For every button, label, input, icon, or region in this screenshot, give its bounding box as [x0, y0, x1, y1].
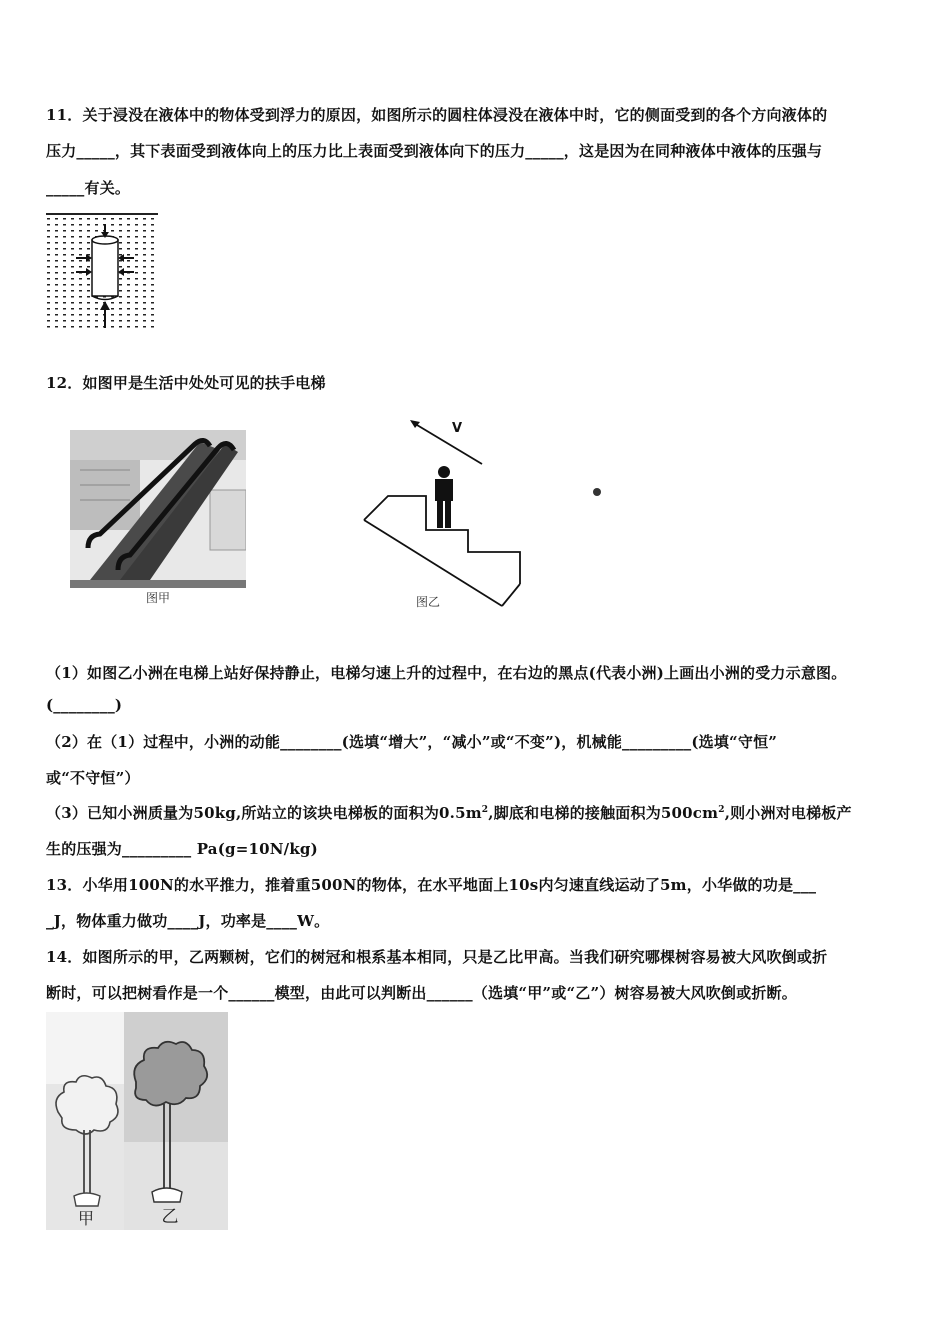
q12-p3-text-b: ,脚底和电梯的接触面积为500cm [488, 804, 719, 822]
q11-line2: 压力_____，其下表面受到液体向上的压力比上表面受到液体向下的压力_____，这是因为在同种液体中液体的压强与 [46, 142, 823, 160]
q12-p1-line2: (________) [46, 696, 123, 714]
q14-line2: 断时，可以把树看作是一个______模型，由此可以判断出______（选填“甲”或“乙”）树容易被大风吹倒或折断。 [46, 984, 797, 1002]
q12-p2-line1: （2）在（1）过程中，小洲的动能________(选填“增大”，“减小”或“不变”)，机械能_________(选填“守恒” [46, 733, 778, 751]
q12-p3-text-a: （3）已知小洲质量为50kg,所站立的该块电梯板的面积为0.5m [46, 804, 482, 822]
q12-p3-text-c: ,则小洲对电梯板产 [724, 804, 852, 822]
q11-line1: 11．关于浸没在液体中的物体受到浮力的原因，如图所示的圆柱体浸没在液体中时，它的侧面受到的各个方向液体的 [46, 106, 828, 124]
q13-line1: 13．小华用100N的水平推力，推着重500N的物体，在水平地面上10s内匀速直线运动了5m，小华做的功是___ [46, 876, 817, 894]
escalator-photo-jia [70, 430, 246, 608]
q13-line2: _J，物体重力做功____J，功率是____W。 [46, 912, 330, 930]
q12-p3-line2: 生的压强为_________ Pa(g=10N/kg) [46, 840, 318, 858]
fig-yi-v-label: V [452, 421, 463, 436]
q12-p2-line2: 或“不守恒”） [46, 769, 140, 787]
q12-p3-sup1: 2 [481, 805, 489, 815]
q12-title: 12．如图甲是生活中处处可见的扶手电梯 [46, 374, 326, 392]
q11-line3: _____有关。 [46, 179, 131, 197]
q12-p3-sup2: 2 [718, 805, 725, 815]
fig-yi-caption: 图乙 [415, 595, 441, 609]
black-dot [593, 488, 601, 496]
q12-p3-line1 [46, 802, 852, 823]
fig-jia-caption: 图甲 [145, 591, 171, 605]
q14-line1: 14．如图所示的甲，乙两颗树，它们的树冠和根系基本相同，只是乙比甲高。当我们研究哪棵树容易被大风吹倒或折 [46, 948, 828, 966]
q12-p1-line1: （1）如图乙小洲在电梯上站好保持静止，电梯匀速上升的过程中，在右边的黑点(代表小洲)上画出小洲的受力示意图。 [46, 664, 847, 682]
two-trees-figure [46, 1012, 228, 1230]
tree-yi-label: 乙 [161, 1207, 179, 1227]
tree-jia-label: 甲 [77, 1209, 95, 1228]
cylinder-in-liquid-figure [46, 210, 158, 330]
escalator-diagram-yi [360, 414, 530, 614]
